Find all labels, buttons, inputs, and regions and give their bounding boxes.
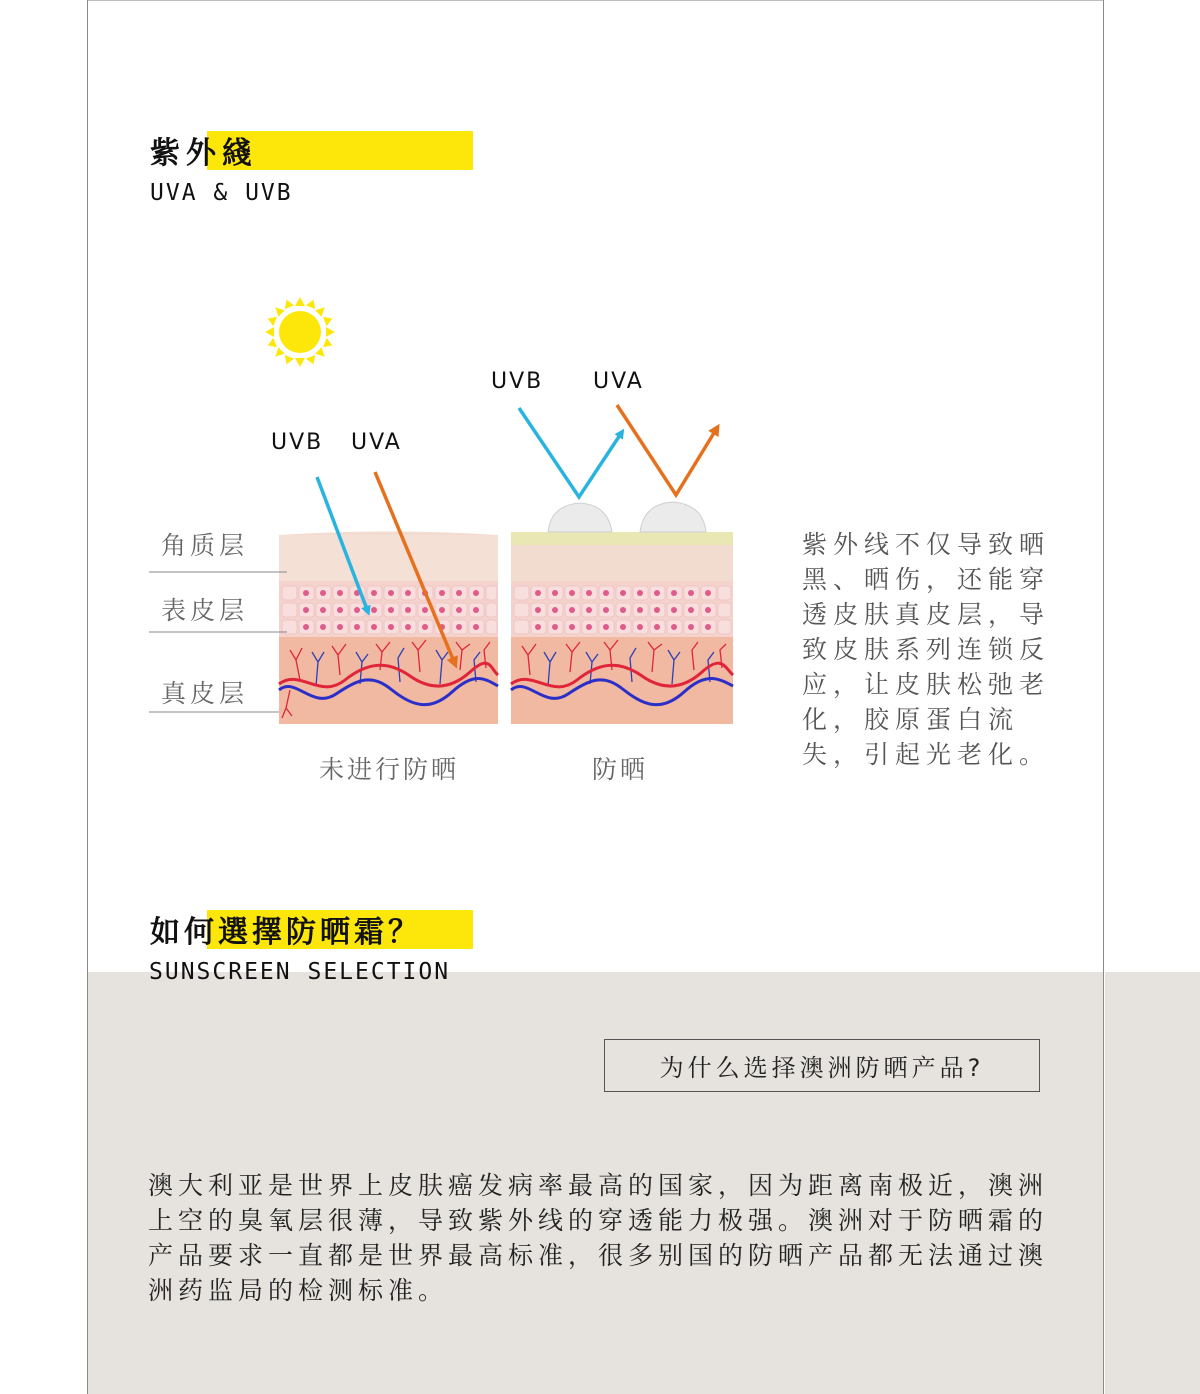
layer-label-dermis: 真皮层	[161, 679, 249, 708]
why-australia-box: 为什么选择澳洲防晒产品?	[604, 1039, 1040, 1092]
uvb-label-protected: UVB	[491, 369, 544, 394]
australia-paragraph: 澳大利亚是世界上皮肤癌发病率最高的国家，因为距离南极近，澳洲上空的臭氧层很薄，导致紫外线的穿透能力极强。澳洲对于防晒霜的产品要求一直都是世界最高标准，很多别国的防晒产品都无法通过澳洲药监局的检测标准。	[148, 1171, 1049, 1305]
sunscreen-droplet-right	[640, 502, 706, 532]
section-subtitle-sunscreen: SUNSCREEN SELECTION	[149, 959, 451, 985]
caption-protected: 防晒	[592, 755, 649, 784]
uva-label-unprotected: UVA	[351, 430, 402, 455]
uva-label-protected: UVA	[593, 369, 644, 394]
skin-block-unprotected	[279, 532, 498, 725]
uv-explanation-text: 紫外线不仅导致晒黑、晒伤，还能穿透皮肤真皮层，导致皮肤系列连锁反应，让皮肤松弛老化，胶原蛋白流失，引起光老化。	[802, 530, 1051, 769]
layer-label-stratum-corneum: 角质层	[161, 531, 249, 560]
section-title-uv: 紫外綫	[150, 136, 258, 171]
sun-icon	[265, 297, 335, 367]
caption-unprotected: 未进行防晒	[319, 755, 460, 784]
sunscreen-droplet-left	[548, 503, 612, 532]
uvb-ray-protected	[519, 408, 622, 497]
skin-block-protected	[511, 502, 733, 724]
gray-background-band-right	[1105, 972, 1200, 1394]
uva-ray-protected	[617, 405, 717, 495]
uvb-label-unprotected: UVB	[271, 430, 324, 455]
section-title-sunscreen: 如何選擇防晒霜？	[150, 915, 422, 950]
layer-label-epidermis: 表皮层	[161, 596, 249, 625]
section-subtitle-uv: UVA & UVB	[150, 180, 293, 206]
